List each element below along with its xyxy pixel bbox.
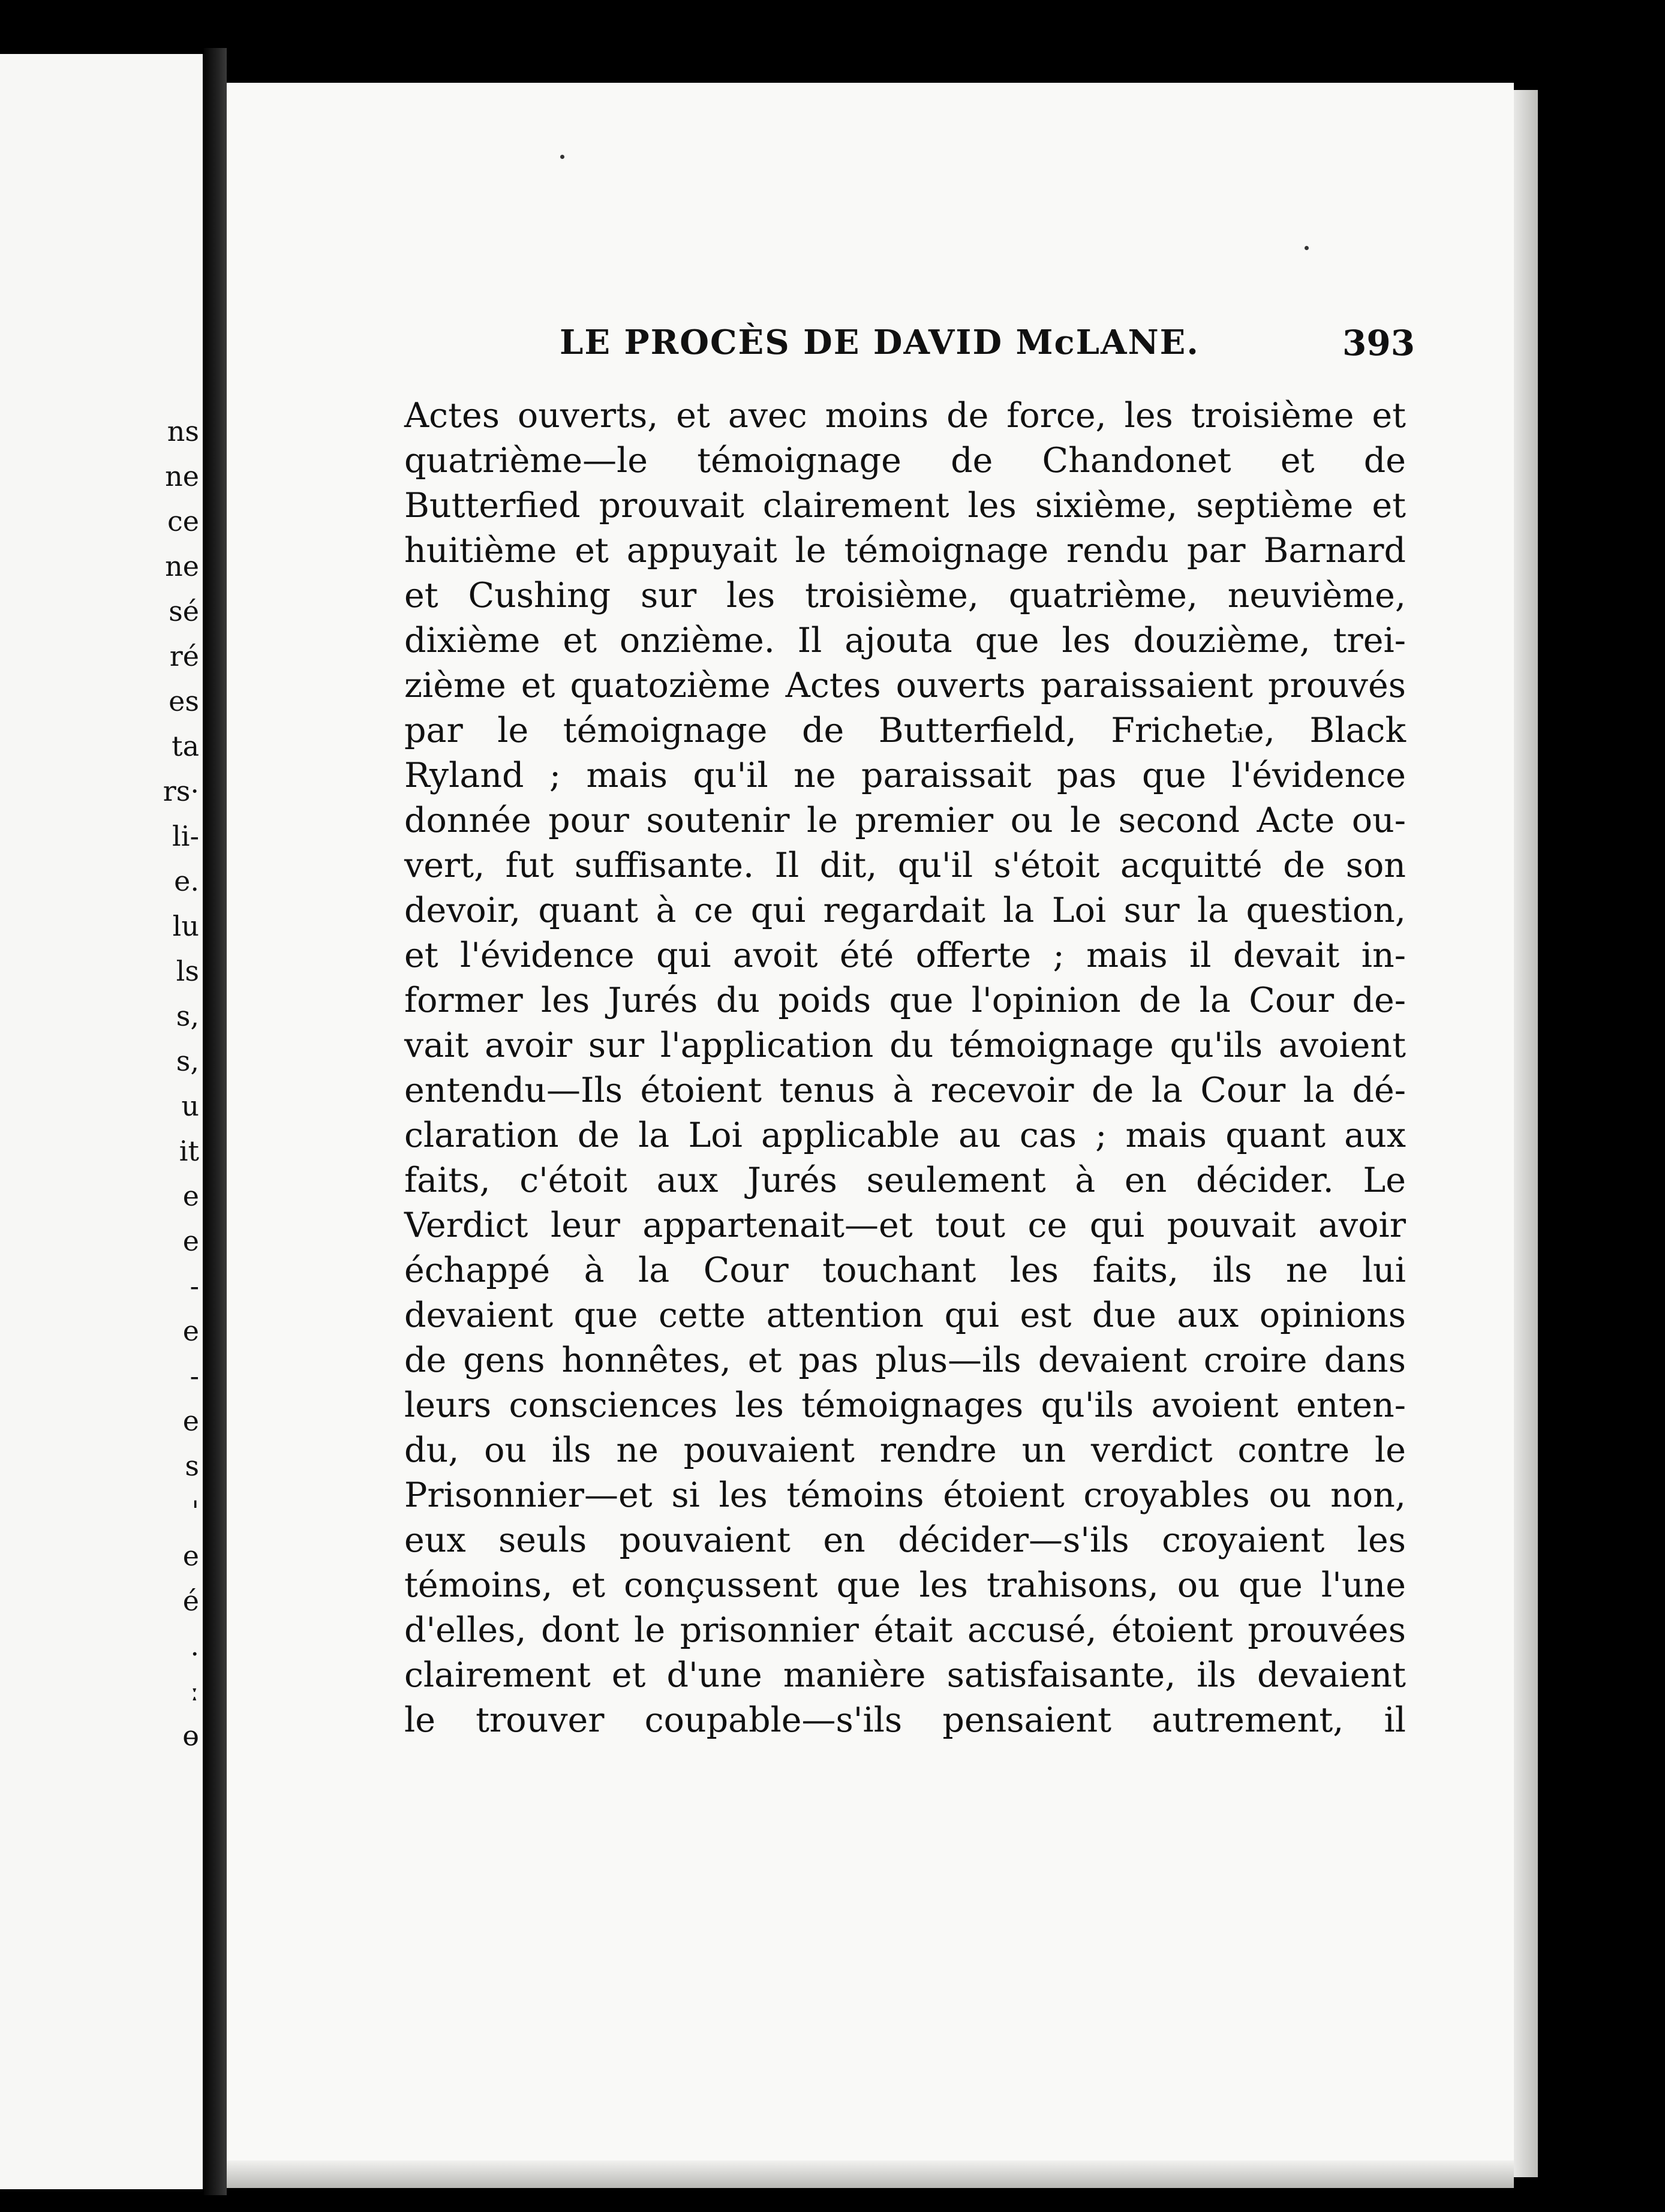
text-line: dixième et onzième. Il ajouta que les douzième, trei-	[404, 621, 1406, 660]
text-line: quatrième—le témoignage de Chandonet et de	[404, 441, 1406, 480]
facing-page-fragment: it	[179, 1135, 199, 1167]
text-line: Actes ouverts, et avec moins de force, les troisième et	[404, 396, 1406, 435]
facing-page-fragment: e	[182, 1225, 199, 1257]
facing-page-fragment: -	[190, 1360, 199, 1392]
facing-page-fragment: e	[182, 1540, 199, 1572]
text-line: former les Jurés du poids que l'opinion de la Cour de-	[404, 981, 1406, 1020]
text-line: zième et quatozième Actes ouverts paraissaient prouvés	[404, 666, 1406, 705]
text-line: et Cushing sur les troisième, quatrième, neuvième,	[404, 576, 1406, 615]
facing-page-fragment: e	[182, 1315, 199, 1347]
facing-page-fragment: s,	[176, 1000, 199, 1032]
facing-page-fragment: .	[190, 1630, 199, 1662]
text-line: devaient que cette attention qui est due aux opinions	[404, 1296, 1406, 1335]
facing-page-fragment: u	[181, 1090, 199, 1122]
facing-page-fragment: ː	[190, 1675, 199, 1707]
page-bottom-edge	[227, 2160, 1514, 2188]
facing-page-fragment: -	[190, 1270, 199, 1302]
text-line: et l'évidence qui avoit été offerte ; mais il devait in-	[404, 936, 1406, 975]
facing-page-fragment: ɵ	[182, 1720, 199, 1752]
text-line: Verdict leur appartenait—et tout ce qui pouvait avoir	[404, 1206, 1406, 1245]
text-line: Butterfied prouvait clairement les sixième, septième et	[404, 486, 1406, 525]
facing-page-fragment: es	[169, 685, 199, 717]
text-line: claration de la Loi applicable au cas ; mais quant aux	[404, 1116, 1406, 1155]
text-line: vait avoir sur l'application du témoignage qu'ils avoient	[404, 1026, 1406, 1065]
facing-page-fragment: '	[191, 1495, 199, 1527]
text-line: témoins, et conçussent que les trahisons, ou que l'une	[404, 1565, 1406, 1605]
text-line: clairement et d'une manière satisfaisante, ils devaient	[404, 1655, 1406, 1695]
text-line: faits, c'étoit aux Jurés seulement à en décider. Le	[404, 1161, 1406, 1200]
facing-page-fragment: ta	[172, 730, 199, 762]
facing-page-fragment: rs·	[163, 775, 199, 807]
facing-page-fragment: ce	[167, 505, 199, 537]
page-edge-strip	[1514, 90, 1538, 2177]
text-line: vert, fut suffisante. Il dit, qu'il s'étoit acquitté de son	[404, 846, 1406, 885]
text-line: échappé à la Cour touchant les faits, ils ne lui	[404, 1251, 1406, 1290]
text-line: Ryland ; mais qu'il ne paraissait pas que l'évidence	[404, 756, 1406, 795]
ink-speck	[560, 155, 564, 159]
gutter-shadow	[204, 48, 227, 2195]
text-line: le trouver coupable—s'ils pensaient autrement, il	[404, 1700, 1406, 1740]
facing-page-fragment: e	[182, 1405, 199, 1437]
facing-page-fragment: li-	[172, 820, 199, 852]
facing-page-fragment: sé	[169, 595, 199, 627]
facing-page-fragment: s,	[176, 1045, 199, 1077]
facing-page-fragment: ne	[165, 550, 199, 582]
text-line: d'elles, dont le prisonnier était accusé, étoient prouvées	[404, 1610, 1406, 1650]
text-line: eux seuls pouvaient en décider—s'ils croyaient les	[404, 1520, 1406, 1560]
facing-page-fragment: ls	[176, 955, 199, 987]
book-page	[227, 83, 1514, 2188]
facing-page-fragment: s	[185, 1450, 199, 1482]
facing-page-fragment: ne	[165, 460, 199, 492]
text-line: leurs consciences les témoignages qu'ils avoient enten-	[404, 1385, 1406, 1425]
facing-page-fragment: ns	[167, 415, 199, 447]
facing-page-fragment: e	[182, 1180, 199, 1212]
facing-page-fragment: lu	[172, 910, 199, 942]
ink-speck	[1305, 246, 1309, 250]
page-number: 393	[1342, 323, 1415, 363]
facing-page-fragment: e.	[174, 865, 199, 897]
text-line: entendu—Ils étoient tenus à recevoir de la Cour la dé-	[404, 1071, 1406, 1110]
body-text	[404, 393, 1406, 1743]
running-head: LE PROCÈS DE DAVID McLANE.	[560, 323, 1200, 362]
text-line: devoir, quant à ce qui regardait la Loi sur la question,	[404, 891, 1406, 930]
facing-page-fragment: é	[182, 1585, 199, 1617]
text-line: donnée pour soutenir le premier ou le second Acte ou-	[404, 801, 1406, 840]
text-line: de gens honnêtes, et pas plus—ils devaient croire dans	[404, 1341, 1406, 1380]
text-line: par le témoignage de Butterfield, Frichetᵢe, Black	[404, 711, 1406, 750]
text-line: huitième et appuyait le témoignage rendu par Barnard	[404, 531, 1406, 570]
text-line: Prisonnier—et si les témoins étoient croyables ou non,	[404, 1475, 1406, 1515]
facing-page	[0, 54, 203, 2189]
facing-page-fragment: ré	[169, 640, 199, 672]
text-line: du, ou ils ne pouvaient rendre un verdict contre le	[404, 1430, 1406, 1470]
